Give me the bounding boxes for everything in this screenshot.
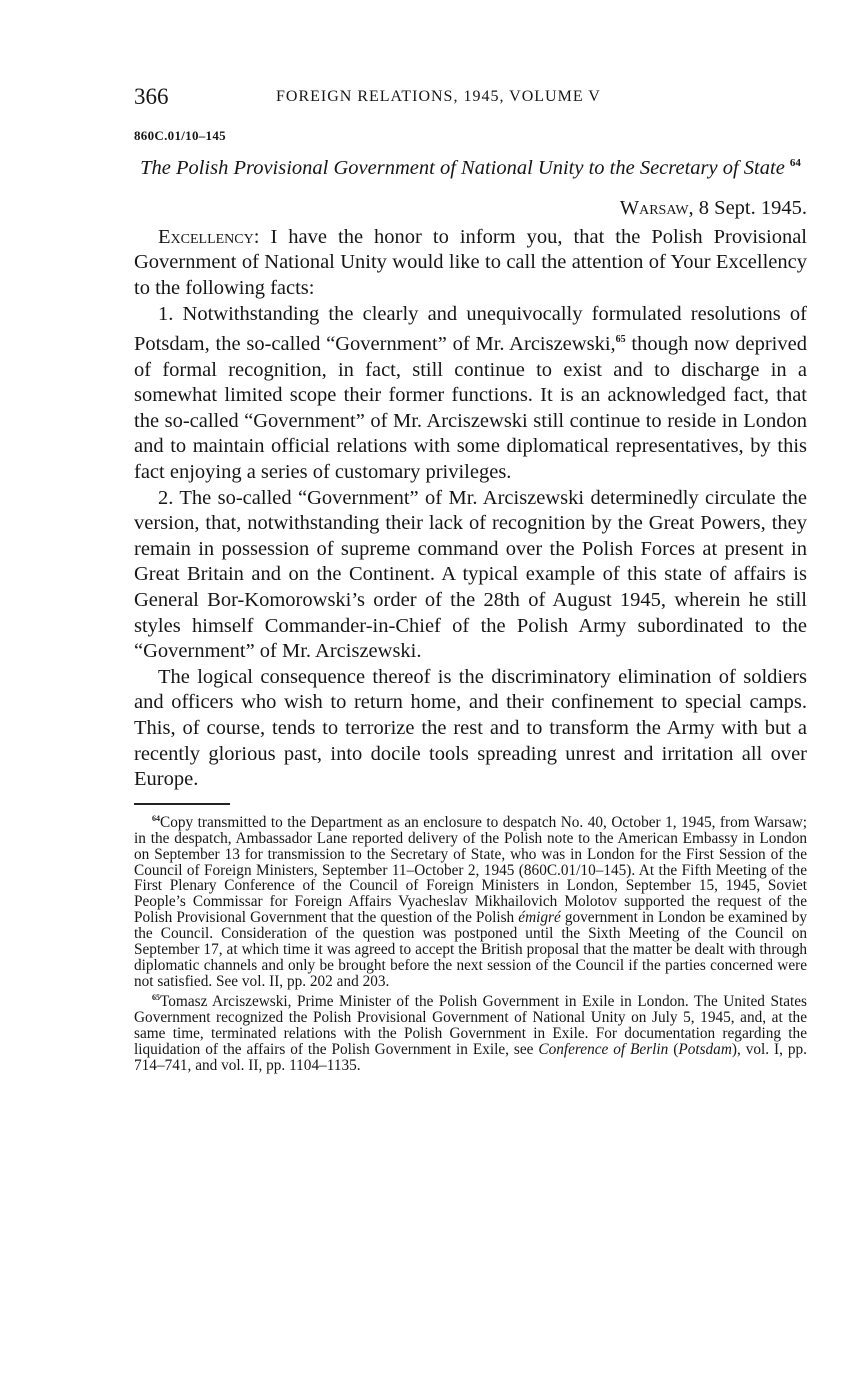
footnote-65-potsdam: Potsdam (678, 1040, 732, 1058)
document-title (134, 150, 807, 181)
footnote-ref-65[interactable]: 65 (615, 334, 626, 346)
footnotes (134, 811, 807, 1074)
footnote-65-mark: 65 (152, 992, 160, 1002)
footnote-65-conference: Conference of Berlin (538, 1040, 669, 1058)
paragraph-2-text-b: though now deprived of formal recognition, in fact, still continue to exist and to discharge in a somewhat limited scope their former functions. It is an acknowledged fact, that the so-called “Government” of Mr. Arciszewski still continue to reside in London and to maintain official relations with some diplomatical representatives, by this fact enjoying a series of customary privileges. (134, 333, 807, 483)
footnote-65-paren: ( (668, 1040, 679, 1058)
salutation: Excellency (158, 225, 254, 248)
footnote-65-text-b: ), vol. I, pp. 714–741, and vol. II, pp. 1104–1135. (134, 1040, 807, 1074)
running-title: FOREIGN RELATIONS, 1945, VOLUME V (276, 88, 601, 105)
footnote-65-text-a: Tomasz Arciszewski, Prime Minister of the Polish Government in Exile in London. The United States Government recognized the Polish Provisional Government of National Unity on July 5, 1945, and, at the same time, terminated relations with the Polish Government in Exile. For documentation regarding the liquidation of the affairs of the Polish Government in Exile, see (134, 992, 807, 1058)
footnote-64-emigre: émigré (518, 909, 561, 927)
page-number: 366 (134, 84, 169, 109)
footnote-64-text-b: government in London be examined by the Council. Consideration of the question was postponed until the Sixth Meeting of the Council on September 17, at which time it was agreed to accept the British proposal that the matter be dealt with through diplomatic channels and only be brought before the next session of the Council if the parties concerned were not satisfied. See vol. II, pp. 202 and 203. (134, 909, 807, 990)
footnote-64-mark: 64 (152, 813, 160, 823)
dateline-place: Warsaw (619, 196, 689, 219)
dateline-date: , 8 Sept. 1945. (688, 196, 807, 219)
paragraph-point-2: 2. The so-called “Government” of Mr. Arciszewski determinedly circulate the version, that, notwithstanding their lack of recognition by the Great Powers, they remain in possession of supreme command over the Polish Forces at present in Great Britain and on the Continent. A typical example of this state of affairs is General Bor-Komorowski’s order of the 28th of August 1945, wherein he still styles himself Commander-in-Chief of the Polish Army subordinated to the “Government” of Mr. Arciszewski. (134, 486, 807, 663)
paragraph-consequence: The logical consequence thereof is the discriminatory elimination of soldiers and officers who wish to return home, and their confinement to special camps. This, of course, tends to terrorize the rest and to transform the Army with but a recently glorious past, into docile tools spreading unrest and irritation all over Europe. (134, 665, 807, 791)
letter-body (134, 225, 807, 793)
footnote-divider (134, 803, 230, 805)
paragraph-salutation (134, 225, 807, 302)
footnote-64-text-a: Copy transmitted to the Department as an enclosure to despatch No. 40, October 1, 1945, from Warsaw; in the despatch, Ambassador Lane reported delivery of the Polish note to the American Embassy in London on September 13 for transmission to the Secretary of State, who was in London for the First Session of the Council of Foreign Ministers, September 11–October 2, 1945 (860C.01/10–145). At the Fifth Meeting of the First Plenary Conference of the Council of Foreign Ministers in London, September 15, 1945, Soviet People’s Commissar for Foreign Affairs Vyacheslav Mikhailovich Molotov supported the request of the Polish Provisional Government that the question of the Polish (134, 813, 807, 927)
file-number: 860C.01/10–145 (134, 128, 226, 143)
footnote-64 (134, 811, 807, 990)
paragraph-1-text: : I have the honor to inform you, that the Polish Provisional Government of National Unity would like to call the attention of Your Excellency to the following facts: (134, 225, 807, 300)
paragraph-2-text-a: 1. Notwithstanding the clearly and unequivocally formulated resolutions of Potsdam, the so-called “Government” of Mr. Arciszewski, (134, 302, 807, 356)
paragraph-point-1 (134, 302, 807, 486)
document-title-text: The Polish Provisional Government of National Unity to the Secretary of State (140, 156, 785, 179)
footnote-ref-64[interactable]: 64 (789, 157, 801, 169)
dateline (134, 195, 807, 221)
running-head (134, 84, 807, 114)
footnote-65 (134, 990, 807, 1074)
document-page (134, 84, 807, 1073)
